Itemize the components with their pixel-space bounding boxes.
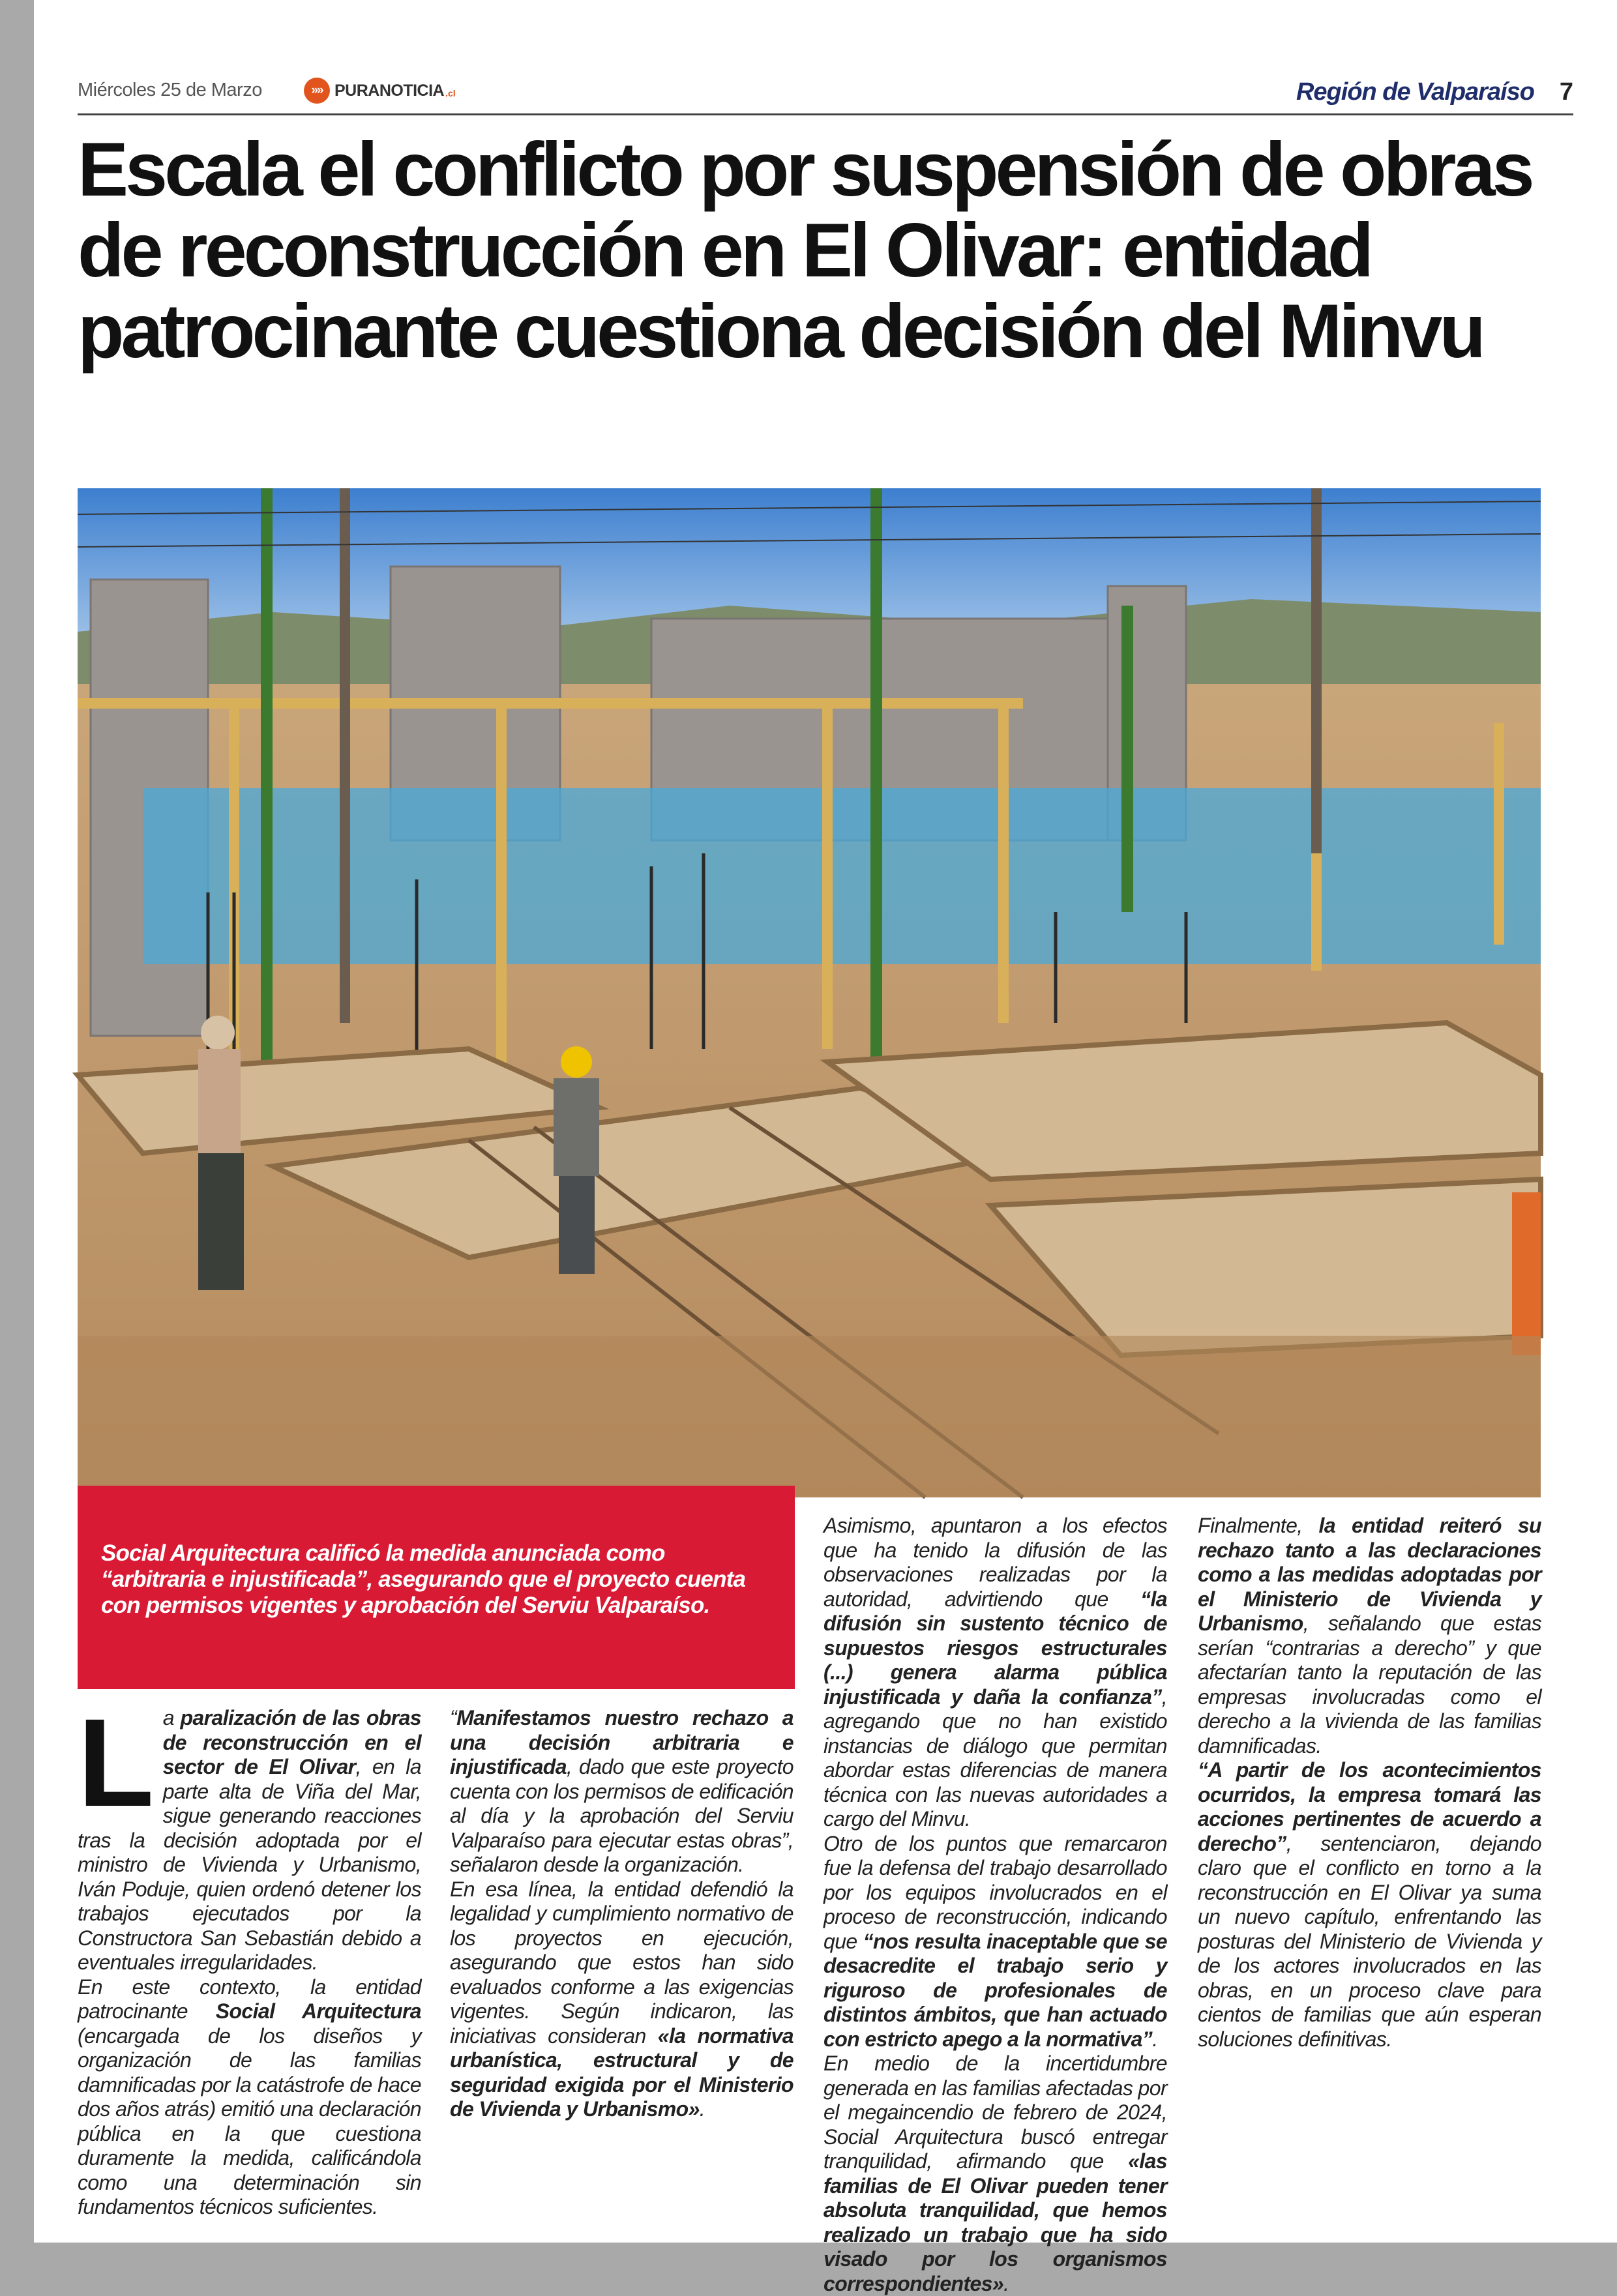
bold-run: “la difusión sin sustento técnico de supuestos riesgos estructurales (...) genera alarma pública injustificada y daña la confianza”: [823, 1587, 1167, 1709]
text-run: a: [162, 1706, 181, 1729]
article-paragraph: [1198, 1514, 1541, 1758]
text-run: En medio de la incertidumbre generada en las familias afectadas por el megaincendio de febrero de 2024, Social Arquitectura buscó entregar tranquilidad, afirmando que: [823, 2052, 1167, 2173]
bold-run: “A partir de los acontecimientos ocurridos, la empresa tomará las acciones pertinentes de acuerdo a derecho”: [1198, 1758, 1541, 1855]
text-run: En esa línea, la entidad defendió la legalidad y cumplimiento normativo de los proyectos en ejecución, asegurando que estos han sido evaluados conforme a las exigencias vigentes. Según indicaron, las iniciativas consideran: [450, 1877, 794, 2048]
article-paragraph: [78, 1975, 421, 2220]
text-run: Finalmente,: [1198, 1514, 1319, 1537]
logo-arrows-icon: »»: [304, 78, 330, 104]
page-number: 7: [1559, 78, 1573, 106]
bold-run: paralización de las obras de reconstrucción en el sector de El Olivar: [162, 1706, 421, 1778]
headline: Escala el conflicto por suspensión de obras de reconstrucción en El Olivar: entidad patrocinante cuestiona decisión del Minvu: [78, 126, 1532, 374]
article-paragraph: [450, 1706, 794, 1877]
text-run: , en la parte alta de Viña del Mar, sigue generando reacciones tras la decisión adoptada por el ministro de Vivienda y Urbanismo, Iván Poduje, quien ordenó detener los trabajos ejecutados por la Constructora San Sebastián debido a eventuales irregularidades.: [78, 1755, 421, 1974]
text-run: .: [1152, 2027, 1158, 2051]
page-header: [78, 73, 1573, 115]
article-column-4: [1198, 1514, 1541, 2052]
text-run: Asimismo, apuntaron a los efectos que ha tenido la difusión de las observaciones realizadas por la autoridad, advirtiendo que: [823, 1514, 1167, 1611]
article-paragraph: [823, 1832, 1167, 2052]
article-paragraph: [823, 2052, 1167, 2296]
article-column-2: [450, 1706, 794, 2122]
article-paragraph: [823, 1514, 1167, 1832]
text-run: , señalando que estas serían “contrarias a derecho” y que afectarían tanto la reputación de las empresas involucradas como el derecho a la vivienda de las familias damnificadas.: [1198, 1612, 1541, 1758]
text-run: , sentenciaron, dejando claro que el conflicto en torno a la reconstrucción en El Olivar ya suma un nuevo capítulo, enfrentando las posturas del Ministerio de Vivienda y de los actores involucrados en las obras, en un proceso clave para cientos de familias que aún esperan soluciones definitivas.: [1198, 1831, 1541, 2051]
bold-run: “nos resulta inaceptable que se desacredite el trabajo serio y riguroso de profesionales de distintos ámbitos, que han actuado con estricto apego a la normativa”: [823, 1929, 1167, 2051]
construction-site-photo: [78, 488, 1541, 1497]
text-run: .: [699, 2097, 705, 2121]
article-paragraph: [450, 1877, 794, 2122]
issue-date: Miércoles 25 de Marzo: [78, 80, 262, 100]
article-paragraph: [78, 1692, 421, 1975]
text-run: .: [1003, 2271, 1009, 2295]
puranoticia-logo: [304, 76, 456, 106]
article-paragraph: [1198, 1758, 1541, 2052]
text-run: Otro de los puntos que remarcaron fue la defensa del trabajo desarrollado por los equipos involucrados en el proceso de reconstrucción, indicando que: [823, 1831, 1167, 1953]
article-column-1: [78, 1692, 421, 2220]
article-column-3: [823, 1514, 1167, 2296]
construction-photo-illustration: [78, 488, 1541, 1497]
photo-caption: Social Arquitectura calificó la medida anunciada como “arbitraria e injustificada”, asegurando que el proyecto cuenta con permisos vigentes y aprobación del Serviu Valparaíso.: [101, 1540, 746, 1618]
text-run: “: [450, 1706, 457, 1729]
text-run: (encargada de los diseños y organización de las familias damnificadas por la catástrofe de hace dos años atrás) emitió una declaración pública en la que cuestiona duramente la medida, calificándola como una determinación sin fundamentos técnicos suficientes.: [78, 2024, 421, 2218]
logo-text: PURANOTICIA: [334, 81, 445, 100]
section-title: Región de Valparaíso: [1296, 78, 1534, 106]
newspaper-page: [34, 0, 1617, 2295]
bold-run: Manifestamos nuestro rechazo a una decisión arbitraria e injustificada: [450, 1706, 794, 1778]
bold-run: la entidad reiteró su rechazo tanto a las declaraciones como a las medidas adoptadas por el Ministerio de Vivienda y Urbanismo: [1198, 1514, 1541, 1635]
photo-caption-box: [78, 1486, 795, 1689]
logo-tld: .cl: [445, 88, 456, 98]
bold-run: «las familias de El Olivar pueden tener absoluta tranquilidad, que hemos realizado un trabajo que ha sido visado por los organismos correspondientes»: [823, 2149, 1167, 2295]
dropcap: L: [78, 1692, 154, 1832]
text-run: , agregando que no han existido instancias de diálogo que permitan abordar estas diferencias de manera técnica con las nuevas autoridades a cargo del Minvu.: [823, 1685, 1167, 1831]
text-run: , dado que este proyecto cuenta con los permisos de edificación al día y la aprobación del Serviu Valparaíso para ejecutar estas obras”, señalaron desde la organización.: [450, 1755, 794, 1876]
bold-run: «la normativa urbanística, estructural y de seguridad exigida por el Ministerio de Vivienda y Urbanismo»: [450, 2024, 794, 2121]
bold-run: Social Arquitectura: [215, 1999, 421, 2023]
text-run: En este contexto, la entidad patrocinante: [78, 1975, 421, 2023]
